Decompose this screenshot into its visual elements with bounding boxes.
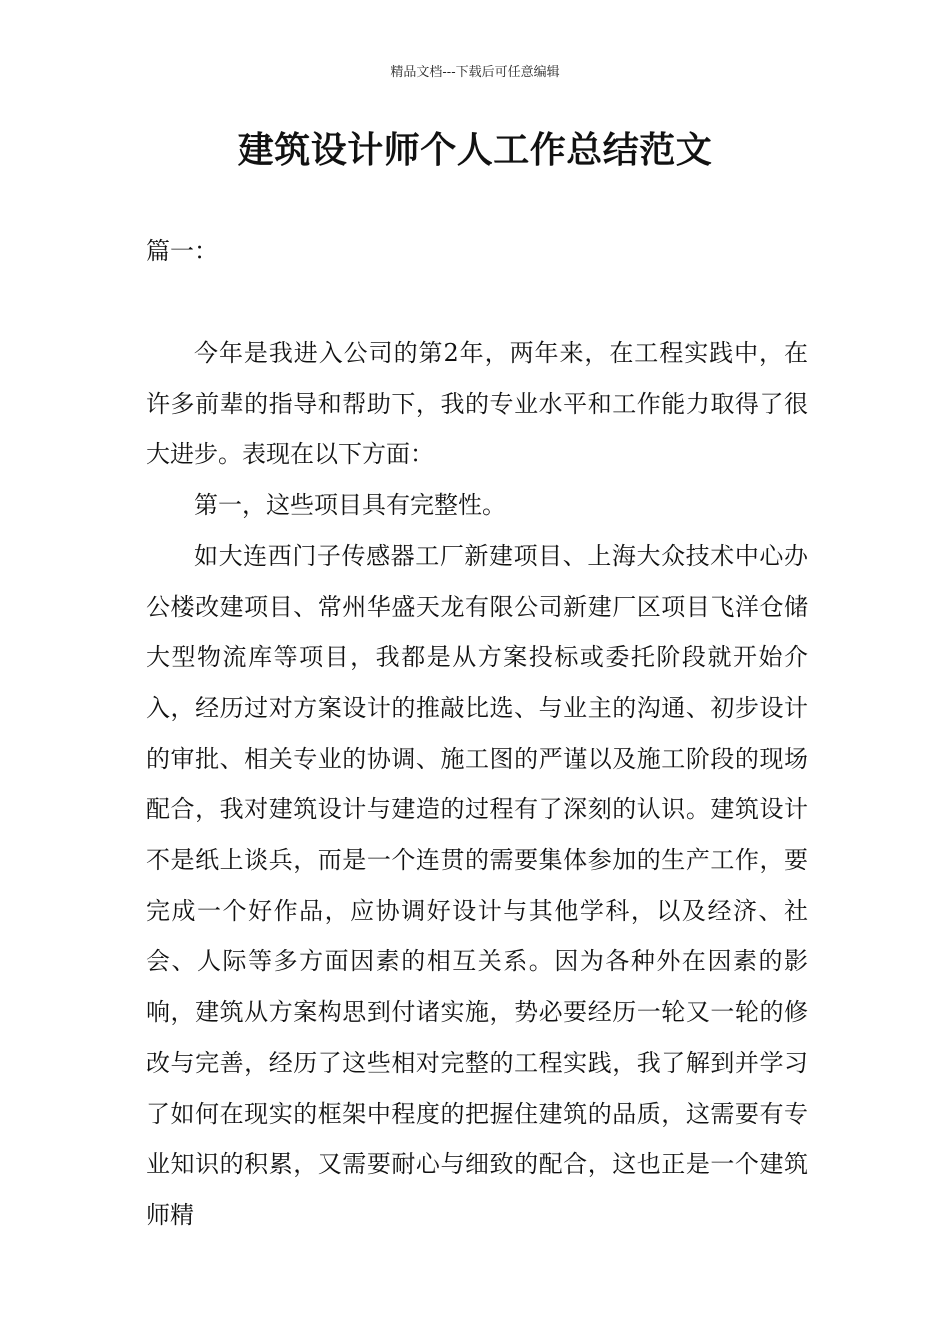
section-label: 篇一： <box>146 237 218 265</box>
paragraph-projects: 如大连西门子传感器工厂新建项目、上海大众技术中心办公楼改建项目、常州华盛天龙有限公司新建厂区项目飞洋仓储大型物流库等项目，我都是从方案投标或委托阶段就开始介入，经历过对方案设计的推敲比选、与业主的沟通、初步设计的审批、相关专业的协调、施工图的严谨以及施工阶段的现场配合，我对建筑设计与建造的过程有了深刻的认识。建筑设计不是纸上谈兵，而是一个连贯的需要集体参加的生产工作，要完成一个好作品，应协调好设计与其他学科，以及经济、社会、人际等多方面因素的相互关系。因为各种外在因素的影响，建筑从方案构思到付诸实施，势必要经历一轮又一轮的修改与完善，经历了这些相对完整的工程实践，我了解到并学习了如何在现实的框架中程度的把握住建筑的品质，这需要有专业知识的积累，又需要耐心与细致的配合，这也正是一个建筑师精 <box>146 541 808 1229</box>
document-body <box>146 328 808 1241</box>
document-title: 建筑设计师个人工作总结范文 <box>237 129 713 171</box>
paragraph-intro: 今年是我进入公司的第2年，两年来，在工程实践中，在许多前辈的指导和帮助下，我的专业水平和工作能力取得了很大进步。表现在以下方面： <box>146 339 808 469</box>
page-header-note: 精品文档---下载后可任意编辑 <box>390 65 560 80</box>
paragraph-point-one: 第一，这些项目具有完整性。 <box>194 491 506 520</box>
